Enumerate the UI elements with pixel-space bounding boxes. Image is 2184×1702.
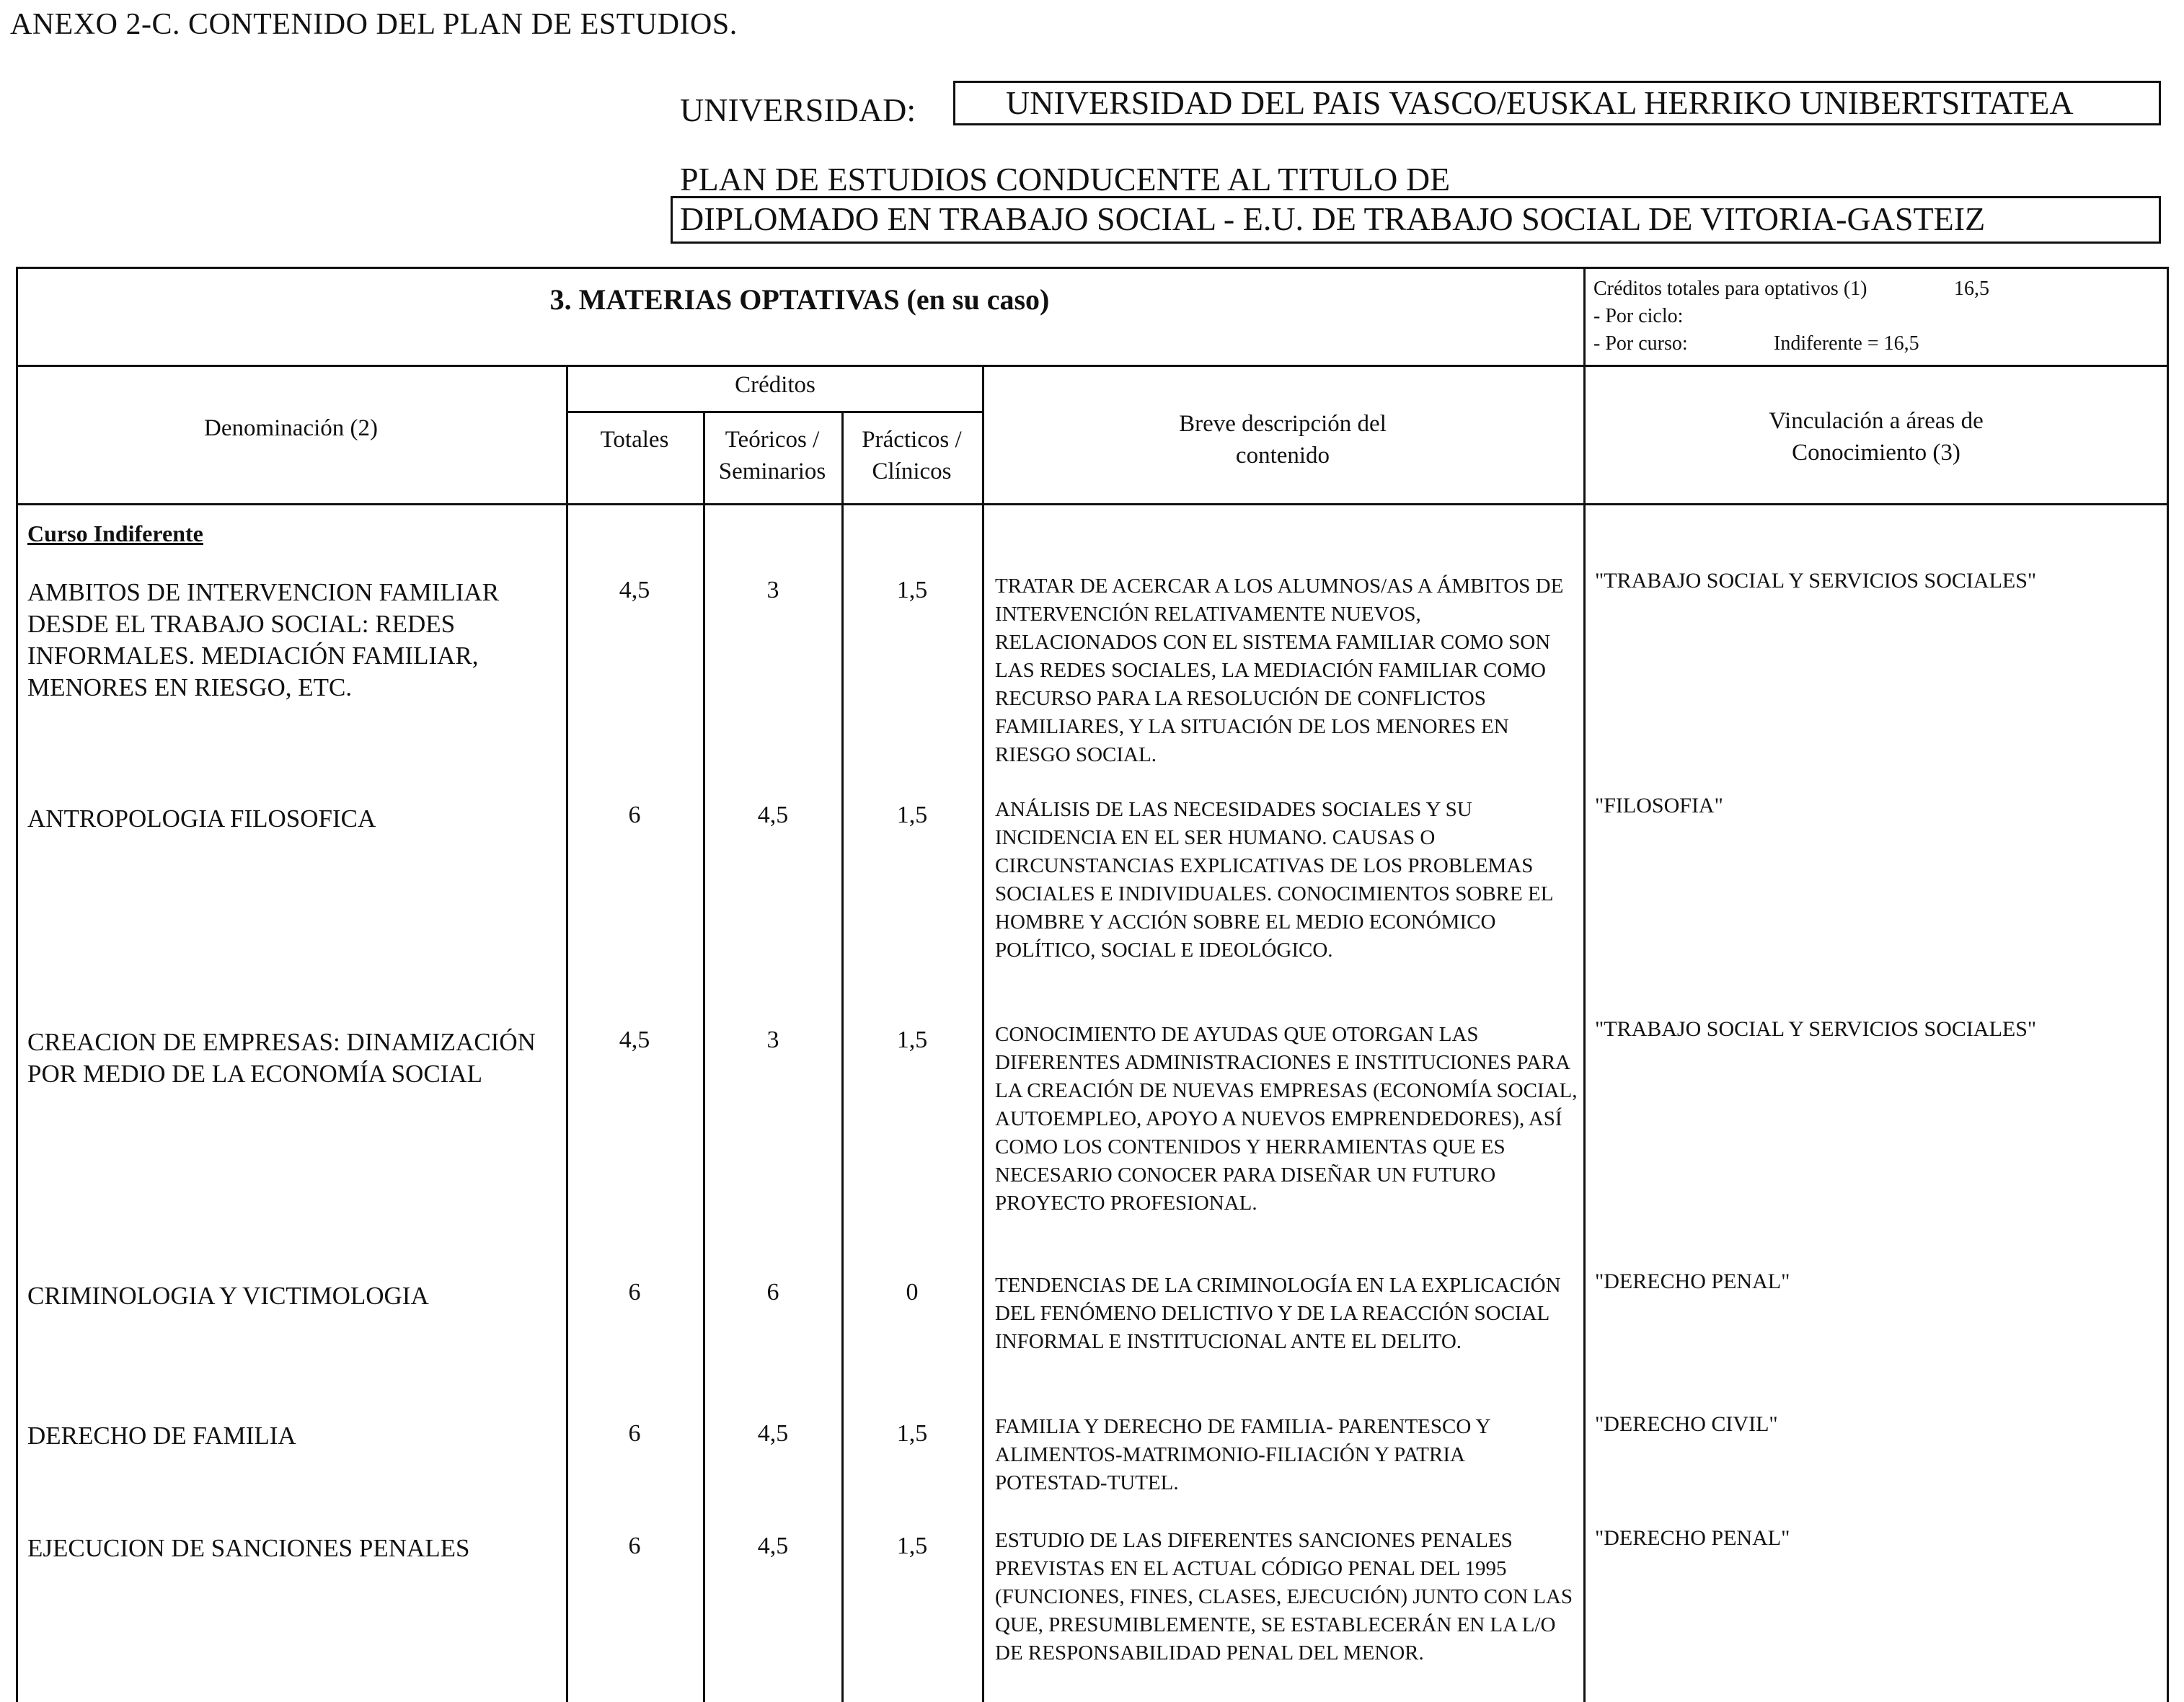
credits-theory: 4,5	[757, 1533, 789, 1559]
plan-label: PLAN DE ESTUDIOS CONDUCENTE AL TITULO DE	[680, 161, 1451, 198]
subject-description: ESTUDIO DE LAS DIFERENTES SANCIONES PENALES PREVISTAS EN EL ACTUAL CÓDIGO PENAL DEL 1995 (FUNCIONES, FINES, CLASES, EJECUCIÓN) JUNTO CON LAS QUE, PRESUMIBLEMENTE, SE ESTABLECERÁN EN LA L/O DE RESPONSABILIDAD PENAL DEL MENOR.	[995, 1529, 1573, 1665]
knowledge-area: "DERECHO PENAL"	[1595, 1526, 1790, 1550]
subject-description: TRATAR DE ACERCAR A LOS ALUMNOS/AS A ÁMBITOS DE INTERVENCIÓN RELATIVAMENTE NUEVOS, RELACIONADOS CON EL SISTEMA FAMILIAR COMO SON LAS REDES SOCIALES, LA MEDIACIÓN FAMILIAR COMO RECURSO PARA LA RESOLUCIÓN DE CONFLICTOS FAMILIARES, Y LA SITUACIÓN DE LOS MENORES EN RIESGO SOCIAL.	[995, 575, 1564, 766]
credits-totals: 6	[628, 802, 641, 828]
credits-totals: 4,5	[619, 1027, 650, 1053]
table-rule	[703, 411, 705, 1702]
credits-theory: 3	[766, 1027, 779, 1053]
credits-practice: 1,5	[896, 1027, 928, 1053]
credits-practice: 1,5	[896, 1533, 928, 1559]
col-header-theory-line1: Teóricos /	[725, 427, 820, 453]
knowledge-area: "DERECHO PENAL"	[1595, 1269, 1790, 1293]
subject-name: ANTROPOLOGIA FILOSOFICA	[27, 805, 376, 833]
knowledge-area: "DERECHO CIVIL"	[1595, 1412, 1778, 1436]
col-header-practice-line2: Clínicos	[872, 458, 952, 484]
col-header-area	[1583, 405, 2169, 469]
table-rule	[566, 411, 984, 413]
col-header-description-line1: Breve descripción del	[1179, 411, 1387, 437]
subject-name: DERECHO DE FAMILIA	[27, 1422, 296, 1450]
credits-practice: 0	[906, 1279, 919, 1306]
credits-totals: 6	[628, 1279, 641, 1306]
university-name-box: UNIVERSIDAD DEL PAIS VASCO/EUSKAL HERRIKO UNIBERTSITATEA	[953, 81, 2161, 125]
knowledge-area: "FILOSOFIA"	[1595, 794, 1723, 817]
col-header-area-line1: Vinculación a áreas de	[1769, 408, 1984, 434]
credits-theory: 3	[766, 577, 779, 603]
knowledge-area: "TRABAJO SOCIAL Y SERVICIOS SOCIALES"	[1595, 1017, 2037, 1041]
subject-name: EJECUCION DE SANCIONES PENALES	[27, 1534, 470, 1562]
knowledge-area: "TRABAJO SOCIAL Y SERVICIOS SOCIALES"	[1595, 569, 2037, 593]
annex-title: ANEXO 2-C. CONTENIDO DEL PLAN DE ESTUDIOS.	[10, 8, 738, 41]
col-header-theory	[703, 424, 841, 487]
col-header-credits: Créditos	[735, 372, 815, 398]
subject-description: FAMILIA Y DERECHO DE FAMILIA- PARENTESCO Y ALIMENTOS-MATRIMONIO-FILIACIÓN Y PATRIA POTESTAD-TUTEL.	[995, 1415, 1490, 1494]
credits-cycle-label: - Por ciclo:	[1593, 305, 1684, 327]
col-header-area-line2: Conocimiento (3)	[1792, 440, 1960, 466]
section-title: 3. MATERIAS OPTATIVAS (en su caso)	[549, 283, 1050, 316]
credits-totals: 6	[628, 1420, 641, 1447]
table-rule	[16, 503, 2169, 505]
subject-name: CRIMINOLOGIA Y VICTIMOLOGIA	[27, 1282, 429, 1310]
credits-course-value: Indiferente = 16,5	[1774, 332, 1919, 355]
credits-theory: 4,5	[757, 1420, 789, 1447]
subject-description: TENDENCIAS DE LA CRIMINOLOGÍA EN LA EXPLICACIÓN DEL FENÓMENO DELICTIVO Y DE LA REACCIÓN SOCIAL INFORMAL E INSTITUCIONAL ANTE EL DELITO.	[995, 1274, 1561, 1353]
credits-total-value: 16,5	[1954, 278, 1989, 300]
col-header-theory-line2: Seminarios	[718, 458, 826, 484]
credits-info	[1593, 275, 1989, 358]
table-rule	[982, 365, 984, 1702]
credits-practice: 1,5	[896, 1420, 928, 1447]
col-header-totals: Totales	[600, 427, 669, 453]
credits-practice: 1,5	[896, 802, 928, 828]
col-header-name: Denominación (2)	[203, 415, 378, 441]
course-heading: Curso Indiferente	[27, 520, 203, 546]
table-rule	[841, 411, 844, 1702]
col-header-description-line2: contenido	[1235, 443, 1330, 469]
col-header-practice-line1: Prácticos /	[862, 427, 962, 453]
subject-name: CREACION DE EMPRESAS: DINAMIZACIÓN POR MEDIO DE LA ECONOMÍA SOCIAL	[27, 1028, 536, 1088]
credits-course-label: - Por curso:	[1593, 332, 1688, 355]
col-header-practice	[841, 424, 982, 487]
subject-description: ANÁLISIS DE LAS NECESIDADES SOCIALES Y SU INCIDENCIA EN EL SER HUMANO. CAUSAS O CIRCUNSTANCIAS EXPLICATIVAS DE LOS PROBLEMAS SOCIALES E INDIVIDUALES. CONOCIMIENTOS SOBRE EL HOMBRE Y ACCIÓN SOBRE EL MEDIO ECONÓMICO POLÍTICO, SOCIAL E IDEOLÓGICO.	[995, 798, 1553, 962]
credits-totals: 4,5	[619, 577, 650, 603]
plan-title-box: DIPLOMADO EN TRABAJO SOCIAL - E.U. DE TRABAJO SOCIAL DE VITORIA-GASTEIZ	[671, 196, 2161, 244]
credits-totals: 6	[628, 1533, 641, 1559]
table-rule	[1583, 267, 1586, 1702]
col-header-description	[982, 408, 1583, 471]
credits-total-label: Créditos totales para optativos (1)	[1593, 278, 1867, 300]
subject-description: CONOCIMIENTO DE AYUDAS QUE OTORGAN LAS DIFERENTES ADMINISTRACIONES E INSTITUCIONES PARA LA CREACIÓN DE NUEVAS EMPRESAS (ECONOMÍA SOCIAL, AUTOEMPLEO, APOYO A NUEVOS EMPRENDEDORES), ASÍ COMO LOS CONTENIDOS Y HERRAMIENTAS QUE ES NECESARIO CONOCER PARA DISEÑAR UN FUTURO PROYECTO PROFESIONAL.	[995, 1023, 1578, 1215]
credits-theory: 4,5	[757, 802, 789, 828]
credits-practice: 1,5	[896, 577, 928, 603]
credits-theory: 6	[766, 1279, 779, 1306]
subject-name: AMBITOS DE INTERVENCION FAMILIAR DESDE EL TRABAJO SOCIAL: REDES INFORMALES. MEDIACIÓN FAMILIAR, MENORES EN RIESGO, ETC.	[27, 578, 500, 701]
table-rule	[16, 365, 2169, 367]
university-label: UNIVERSIDAD:	[680, 92, 916, 128]
